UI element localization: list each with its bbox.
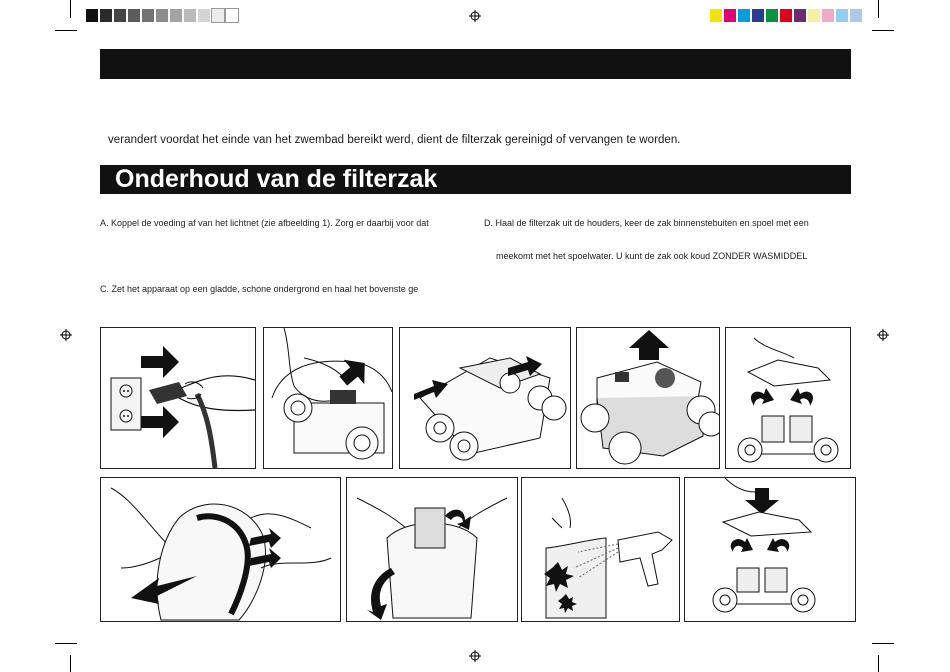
color-swatch (710, 9, 722, 22)
step-d-continued-text: meekomt met het spoelwater. U kunt de zak ook koud ZONDER WASMIDDEL (496, 251, 808, 261)
color-swatch (724, 9, 736, 22)
crop-mark (55, 643, 77, 644)
color-swatch (808, 9, 820, 22)
crop-mark (878, 0, 879, 18)
crop-mark (70, 0, 71, 18)
color-swatch (766, 9, 778, 22)
color-swatch (128, 9, 140, 22)
illustration-fold-bag (346, 477, 518, 622)
crop-mark (878, 655, 879, 672)
registration-mark-icon (877, 329, 889, 341)
crop-mark (872, 643, 894, 644)
step-a-text: A. Koppel de voeding af van het lichtnet (zie afbeelding 1). Zorg er daarbij voor dat (100, 218, 429, 228)
section-title: Onderhoud van de filterzak (115, 165, 438, 193)
illustration-reinstall-filter (684, 477, 856, 622)
color-swatch (156, 9, 168, 22)
crop-mark (55, 30, 77, 31)
header-bar (100, 49, 851, 79)
color-swatch (142, 9, 154, 22)
crop-mark (70, 655, 71, 672)
color-swatch (738, 9, 750, 22)
section-title-bar (100, 165, 851, 194)
illustration-remove-filter (725, 327, 851, 469)
color-swatch (794, 9, 806, 22)
color-swatch (780, 9, 792, 22)
color-swatch (226, 9, 238, 22)
illustration-open-lid (263, 327, 393, 469)
color-swatch (752, 9, 764, 22)
color-swatch (212, 9, 224, 22)
color-swatch (822, 9, 834, 22)
crop-mark (872, 30, 894, 31)
color-swatch (850, 9, 862, 22)
step-c-text: C. Zet het apparaat op een gladde, schone ondergrond en haal het bovenste ge (100, 284, 419, 294)
illustration-lift-cover (576, 327, 720, 469)
color-swatch (836, 9, 848, 22)
illustration-invert-bag (100, 477, 341, 622)
intro-paragraph: verandert voordat het einde van het zwembad bereikt werd, dient de filterzak gereinigd of vervangen te worden. (108, 134, 681, 146)
color-swatch (114, 9, 126, 22)
registration-mark-icon (469, 10, 481, 22)
color-swatch (198, 9, 210, 22)
color-swatch (100, 9, 112, 22)
color-swatch (170, 9, 182, 22)
registration-mark-icon (469, 650, 481, 662)
color-swatch (86, 9, 98, 22)
registration-mark-icon (60, 329, 72, 341)
illustration-open-cover (399, 327, 571, 469)
color-swatch (184, 9, 196, 22)
illustration-unplug-power (100, 327, 256, 469)
illustration-rinse-bag (521, 477, 680, 622)
step-d-text: D. Haal de filterzak uit de houders, keer de zak binnenstebuiten en spoel met een (484, 218, 809, 228)
